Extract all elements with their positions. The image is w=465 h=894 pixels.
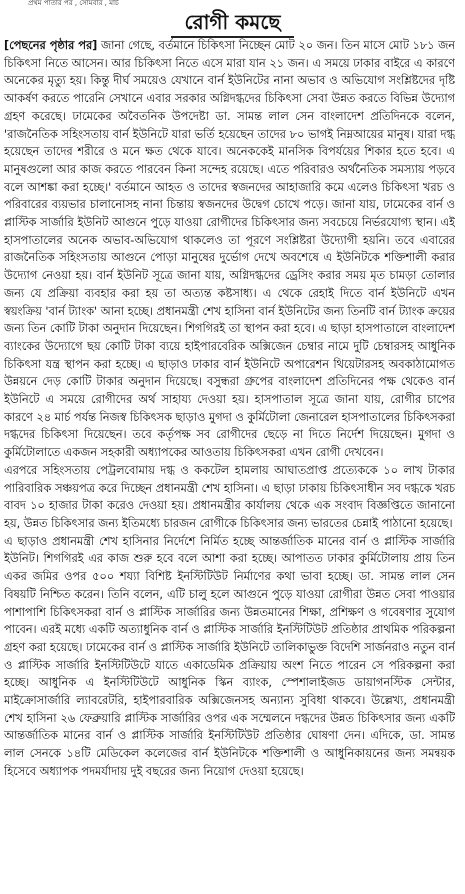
kicker: [পেছনের পৃষ্ঠার পর] <box>4 39 98 52</box>
article-body <box>4 37 455 887</box>
article-paragraph-3: এ ছাড়াও প্রধানমন্ত্রী শেখ হাসিনার নির্দেশে নির্মিত হচ্ছে আন্তর্জাতিক মানের বার্ন ও প্লাস্টিক সার্জারি ইউনিট। শিগগিরই এর কাজ শুরু হবে বলে আশা করা হচ্ছে। আপাতত ঢাকার কুর্মিটোলায় প্রায় তিন একর জমির ওপর ৫০০ শয্যা বিশিষ্ট ইনস্টিটিউট নির্মাণের কথা ভাবা হচ্ছে। ডা. সামন্ত লাল সেন বিষয়টি নিশ্চিত করেন। তিনি বলেন, এটি চালু হলে আগুনে পুড়ে যাওয়া রোগীরা উন্নত সেবা পাওয়ার পাশাপাশি চিকিৎসকরা বার্ন ও প্লাস্টিক সার্জারির জন্য উন্নতমানের শিক্ষা, প্রশিক্ষণ ও গবেষণার সুযোগ পাবেন। এরই মধ্যে একটি অত্যাধুনিক বার্ন ও প্লাস্টিক সার্জারি ইনস্টিটিউট প্রতিষ্ঠার প্রাথমিক পরিকল্পনা গ্রহণ করা হয়েছে। ঢামেকের বার্ন ও প্লাস্টিক সার্জারি ইউনিটে তালিকাভুক্ত বিদেশি সার্জনরাও নতুন বার্ন ও প্লাস্টিক সার্জারি ইনস্টিটিউটে যাতে একাডেমিক প্রক্রিয়ায় অংশ নিতে পারেন সে পরিকল্পনা করা হচ্ছে। আধুনিক এ ইনস্টিটিউটে আধুনিক স্কিন ব্যাংক, স্পেশালাইজড ডায়াগনস্টিক সেন্টার, মাইক্রোসার্জারি ল্যাবরেটরি, হাইপারবারিক অক্সিজেনসহ অন্যান্য সুবিধা থাকবে। উল্লেখ্য, প্রধানমন্ত্রী শেখ হাসিনা ২৬ ফেব্রুয়ারি প্লাস্টিক সার্জারির ওপর এক সম্মেলনে দগ্ধদের উন্নত চিকিৎসার জন্য একটি আন্তর্জাতিক মানের বার্ন ও প্লাস্টিক সার্জারি ইনস্টিটিউট প্রতিষ্ঠার ঘোষণা দেন। এদিকে, ডা. সামন্ত লাল সেনকে ১৪টি মেডিকেল কলেজের বার্ন ইউনিটকে শক্তিশালী ও আধুনিকায়নের জন্য সমন্বয়ক হিসেবে অধ্যাপক পদমর্যাদায় দুই বছরের জন্য নিয়োগ দেওয়া হয়েছে। <box>4 534 455 778</box>
headline: রোগী কমছে <box>171 10 295 38</box>
article-paragraph-2: এরপরে সহিংসতায় পেট্রলবোমায় দগ্ধ ও ককটেল হামলায় আঘাতপ্রাপ্ত প্রত্যেককে ১০ লাখ টাকার পারিবারিক সঞ্চয়পত্র করে দিচ্ছেন প্রধানমন্ত্রী শেখ হাসিনা। এ ছাড়া ঢাকায় চিকিৎসাধীন সব দগ্ধকে খরচ বাবদ ১০ হাজার টাকা করেও দেওয়া হয়। প্রধানমন্ত্রীর কার্যালয় থেকে এক সংবাদ বিজ্ঞপ্তিতে জানানো হয়, উন্নত চিকিৎসার জন্য ইতিমধ্যে চারজন রোগীকে চিকিৎসার জন্য ভারতের চেন্নাই পাঠানো হয়েছে। <box>4 463 455 530</box>
top-strip: প্রথম পাতার পর , সোমবার , মার্চ <box>28 0 119 6</box>
headline-container <box>0 10 465 38</box>
paragraph-1-text: জানা গেছে, বর্তমানে চিকিৎসা নিচ্ছেন মোট ২০ জন। তিন মাসে মোট ১৮১ জন চিকিৎসা নিতে আসেন। আর চিকিৎসা নিতে এসে মারা যান ২১ জন। এ সময়ে ঢাকার বাইরে এ কারণে অনেকের মৃত্যু হয়। কিন্তু দীর্ঘ সময়েও যেখানে বার্ন ইউনিটের নানা অভাব ও অভিযোগ সংশ্লিষ্টদের দৃষ্টি আকর্ষণ করতে পারেনি সেখানে এবার সরকার অগ্নিদগ্ধদের চিকিৎসা সেবা উন্নত করতে বিভিন্ন উদ্যোগ গ্রহণ করেছে। ঢামেকের অবৈতনিক উপদেষ্টা ডা. সামন্ত লাল সেন বাংলাদেশ প্রতিদিনকে বলেন, 'রাজনৈতিক সহিংসতায় বার্ন ইউনিটে যারা ভর্তি হয়েছেন তাদের ৮০ ভাগই নিম্নআয়ের মানুষ। যারা দগ্ধ হয়েছেন তাদের শরীরে ও মনে ক্ষত থেকে যাবে। অনেককেই মানসিক বিপর্যয়ের শিকার হতে হবে। এ মানুষগুলো আর কাজ করতে পারবেন কিনা সন্দেহ রয়েছে। এতে পরিবারও অর্থনৈতিক সমস্যায় পড়বে বলে আশঙ্কা করা হচ্ছে।' বর্তমানে আহত ও তাদের স্বজনদের আহাজারি কমে এলেও চিকিৎসা খরচ ও পরিবারের ব্যয়ভার চালানোসহ নানা চিন্তায় স্বজনদের উদ্বেগ চোখে পড়ে। জানা যায়, ঢামেকের বার্ন ও প্লাস্টিক সার্জারি ইউনিট আগুনে পুড়ে যাওয়া রোগীদের চিকিৎসার জন্য সবচেয়ে নির্ভরযোগ্য স্থান। এই হাসপাতালের অনেক অভাব-অভিযোগ থাকলেও তা পূরণে সংশ্লিষ্টরা উদ্যোগী হয়নি। তবে এবারের রাজনৈতিক সহিংসতায় আগুনে পোড়া মানুষের দুর্ভোগ দেখে অবশেষে এ ইউনিটকে শক্তিশালী করার উদ্যোগ নেওয়া হয়। বার্ন ইউনিট সূত্রে জানা যায়, অগ্নিদগ্ধদের ড্রেসিং করার সময় মৃত চামড়া তোলার জন্য যে প্রক্রিয়া ব্যবহার করা হয় তা অত্যন্ত কষ্টসাধ্য। এ থেকে রেহাই দিতে বার্ন ইউনিটে এখন স্বয়ংক্রিয় 'বার্ন ট্যাংক' আনা হচ্ছে। প্রধানমন্ত্রী শেখ হাসিনা বার্ন ইউনিটের জন্য তিনটি বার্ন ট্যাংক ক্রয়ের জন্য তিন কোটি টাকা অনুদান দিয়েছেন। শিগগিরই তা স্থাপন করা হবে। এ ছাড়া হাসপাতালে বাংলাদেশ ব্যাংকের উদ্যোগে ছয় কোটি টাকা ব্যয়ে হাইপারবেরিক অক্সিজেন চেম্বার নামে দুটি চেম্বারসহ আধুনিক চিকিৎসা যন্ত্র স্থাপন করা হচ্ছে। এ ছাড়াও ঢাকার বার্ন ইউনিটে অপারেশন থিয়েটারসহ অবকাঠামোগত উন্নয়নে দেড় কোটি টাকার অনুদান দিয়েছে। বসুন্ধরা গ্রুপের বাংলাদেশ প্রতিদিনের পক্ষ থেকেও বার্ন ইউনিটে এ সময়ে রোগীদের অর্থ সাহায্য দেওয়া হয়। হাসপাতাল সূত্রে জানা যায়, রোগীর চাপের কারণে ২৪ মার্চ পর্যন্ত নিজস্ব চিকিৎসক ছাড়াও মুগদা ও কুর্মিটোলা জেনারেল হাসপাতালের চিকিৎসকরা দগ্ধদের চিকিৎসা দিয়েছেন। তবে কর্তৃপক্ষ সব রোগীদের ছেড়ে না দিতে নির্দেশ দিয়েছেন। মুগদা ও কুর্মিটোলাতে একজন সহকারী অধ্যাপকের আওতায় চিকিৎসকরা এখন রোগী দেখবেন। <box>4 39 455 460</box>
article-paragraph-1 <box>4 37 455 462</box>
